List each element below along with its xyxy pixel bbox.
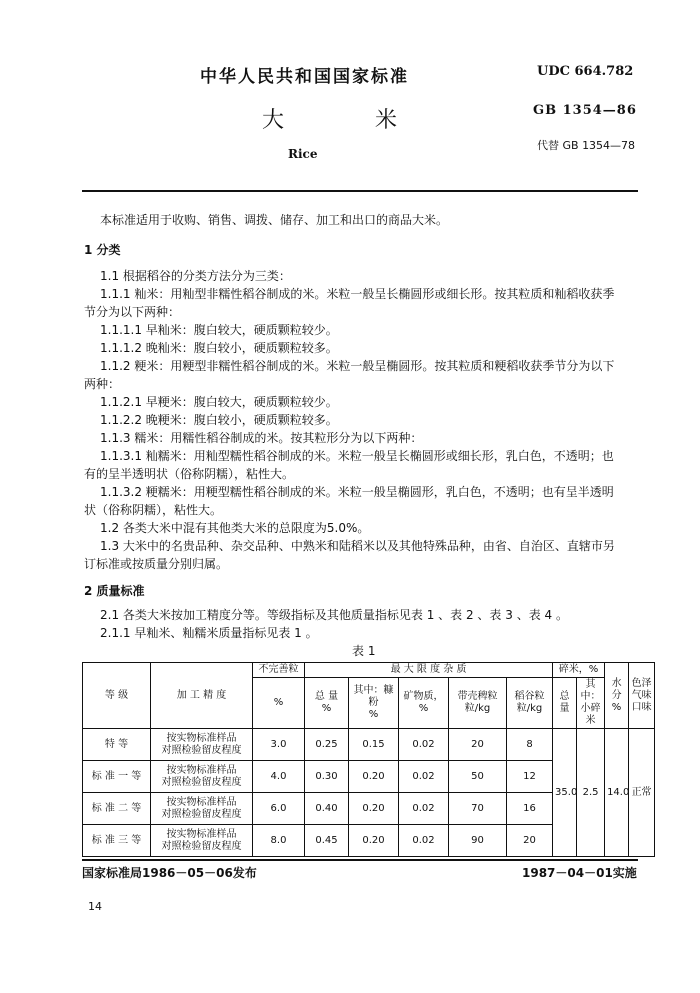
- clause-2-1: 2.1 各类大米按加工精度分等。等级指标及其他质量指标见表 1 、表 2 、表 3 、表 4 。: [100, 608, 568, 622]
- table-caption: 表 1: [352, 644, 376, 658]
- clause-1-1: 1.1 根据稻谷的分类方法分为三类：: [100, 269, 291, 283]
- gb-code: GB 1354—86: [533, 103, 637, 118]
- imperfect-cell: 3.0: [253, 729, 305, 761]
- husked-cell: 90: [449, 825, 507, 857]
- standard-title: 中华人民共和国国家标准: [200, 67, 409, 87]
- header-broken-total: 总量: [553, 678, 577, 729]
- clause-1-1-3: 1.1.3 糯米：用糯性稻谷制成的米。按其粒形分为以下两种：: [100, 431, 423, 445]
- header-imperfect: 不完善粒: [253, 663, 305, 678]
- bran-cell: 0.20: [349, 793, 399, 825]
- total-cell: 0.30: [305, 761, 349, 793]
- clause-1-1-2-cont: 两种：: [84, 377, 121, 391]
- section-2-heading: 2 质量标准: [84, 584, 145, 598]
- paddy-cell: 8: [507, 729, 553, 761]
- total-cell: 0.40: [305, 793, 349, 825]
- header-mineral: 矿物质， %: [399, 678, 449, 729]
- clause-1-1-1: 1.1.1 籼米：用籼型非糯性稻谷制成的米。米粒一般呈长椭圆形或细长形。按其粒质和籼稻收获季: [100, 287, 615, 301]
- clause-1-1-2-2: 1.1.2.2 晚粳米：腹白较小，硬质颗粒较多。: [100, 413, 338, 427]
- header-bran: 其中：糠粉 %: [349, 678, 399, 729]
- effective-date: 1987－04－01实施: [522, 866, 637, 880]
- husked-cell: 70: [449, 793, 507, 825]
- clause-2-1-1: 2.1.1 早籼米、籼糯米质量指标见表 1 。: [100, 626, 318, 640]
- quality-table: [82, 662, 655, 857]
- clause-1-1-3-1: 1.1.3.1 籼糯米：用籼型糯性稻谷制成的米。米粒一般呈长椭圆形或细长形，乳白色，不透明；也: [100, 449, 614, 463]
- grade-cell: 标 准 三 等: [83, 825, 151, 857]
- header-moisture: 水分 %: [605, 663, 629, 729]
- paddy-cell: 16: [507, 793, 553, 825]
- grade-cell: 标 准 二 等: [83, 793, 151, 825]
- mineral-cell: 0.02: [399, 793, 449, 825]
- husked-cell: 20: [449, 729, 507, 761]
- clause-1-1-2-1: 1.1.2.1 早粳米：腹白较大，硬质颗粒较少。: [100, 395, 338, 409]
- mineral-cell: 0.02: [399, 761, 449, 793]
- paddy-cell: 20: [507, 825, 553, 857]
- imperfect-cell: 4.0: [253, 761, 305, 793]
- husked-cell: 50: [449, 761, 507, 793]
- table-row: [83, 729, 655, 761]
- header-broken-small: 其中： 小碎米: [577, 678, 605, 729]
- clause-1-2: 1.2 各类大米中混有其他类大米的总限度为5.0%。: [100, 521, 370, 535]
- clause-1-1-3-2-cont: 状（俗称阴糯），粘性大。: [84, 503, 223, 517]
- grade-cell: 标 准 一 等: [83, 761, 151, 793]
- bran-cell: 0.20: [349, 761, 399, 793]
- mineral-cell: 0.02: [399, 825, 449, 857]
- header-grade: 等 级: [83, 663, 151, 729]
- precision-cell: 按实物标准样品 对照检验留皮程度: [151, 761, 253, 793]
- total-cell: 0.25: [305, 729, 349, 761]
- header-impurity: 最 大 限 度 杂 质: [305, 663, 553, 678]
- moisture-cell: 14.0: [605, 729, 629, 857]
- english-title: Rice: [288, 147, 318, 161]
- page-number: 14: [88, 900, 102, 913]
- main-title: 大 米: [262, 108, 439, 133]
- mineral-cell: 0.02: [399, 729, 449, 761]
- intro-paragraph: 本标准适用于收购、销售、调拨、储存、加工和出口的商品大米。: [100, 213, 449, 227]
- header-broken: 碎米，%: [553, 663, 605, 678]
- section-1-heading: 1 分类: [84, 243, 121, 257]
- top-rule: [82, 190, 638, 192]
- header-total: 总 量 %: [305, 678, 349, 729]
- total-cell: 0.45: [305, 825, 349, 857]
- clause-1-3: 1.3 大米中的名贵品种、杂交品种、中熟米和陆稻米以及其他特殊品种，由省、自治区、直辖市另: [100, 539, 615, 553]
- clause-1-1-1-1: 1.1.1.1 早籼米：腹白较大，硬质颗粒较少。: [100, 323, 338, 337]
- clause-1-1-1-2: 1.1.1.2 晚籼米：腹白较小，硬质颗粒较多。: [100, 341, 338, 355]
- imperfect-cell: 6.0: [253, 793, 305, 825]
- precision-cell: 按实物标准样品 对照检验留皮程度: [151, 825, 253, 857]
- replaces-code: 代替 GB 1354—78: [537, 139, 636, 152]
- paddy-cell: 12: [507, 761, 553, 793]
- clause-1-1-3-1-cont: 有的呈半透明状（俗称阴糯），粘性大。: [84, 467, 295, 481]
- header-paddy: 稻谷粒 粒/kg: [507, 678, 553, 729]
- clause-1-1-2: 1.1.2 粳米：用粳型非糯性稻谷制成的米。米粒一般呈椭圆形。按其粒质和粳稻收获季节分为以下: [100, 359, 615, 373]
- bottom-rule: [82, 859, 638, 861]
- clause-1-1-3-2: 1.1.3.2 粳糯米：用粳型糯性稻谷制成的米。米粒一般呈椭圆形，乳白色，不透明；也有呈半透明: [100, 485, 614, 499]
- broken-total-cell: 35.0: [553, 729, 577, 857]
- precision-cell: 按实物标准样品 对照检验留皮程度: [151, 793, 253, 825]
- header-precision: 加 工 精 度: [151, 663, 253, 729]
- precision-cell: 按实物标准样品 对照检验留皮程度: [151, 729, 253, 761]
- clause-1-1-1-cont: 节分为以下两种：: [84, 305, 181, 319]
- bran-cell: 0.15: [349, 729, 399, 761]
- grade-cell: 特 等: [83, 729, 151, 761]
- color-cell: 正常: [629, 729, 655, 857]
- issue-date: 国家标准局1986－05－06发布: [82, 866, 257, 880]
- header-color: 色泽 气味 口味: [629, 663, 655, 729]
- udc-code: UDC 664.782: [537, 64, 634, 79]
- broken-small-cell: 2.5: [577, 729, 605, 857]
- imperfect-cell: 8.0: [253, 825, 305, 857]
- header-husked: 带壳稗粒 粒/kg: [449, 678, 507, 729]
- header-imperfect-unit: %: [253, 678, 305, 729]
- clause-1-3-cont: 订标准或按质量分别归属。: [84, 557, 229, 571]
- bran-cell: 0.20: [349, 825, 399, 857]
